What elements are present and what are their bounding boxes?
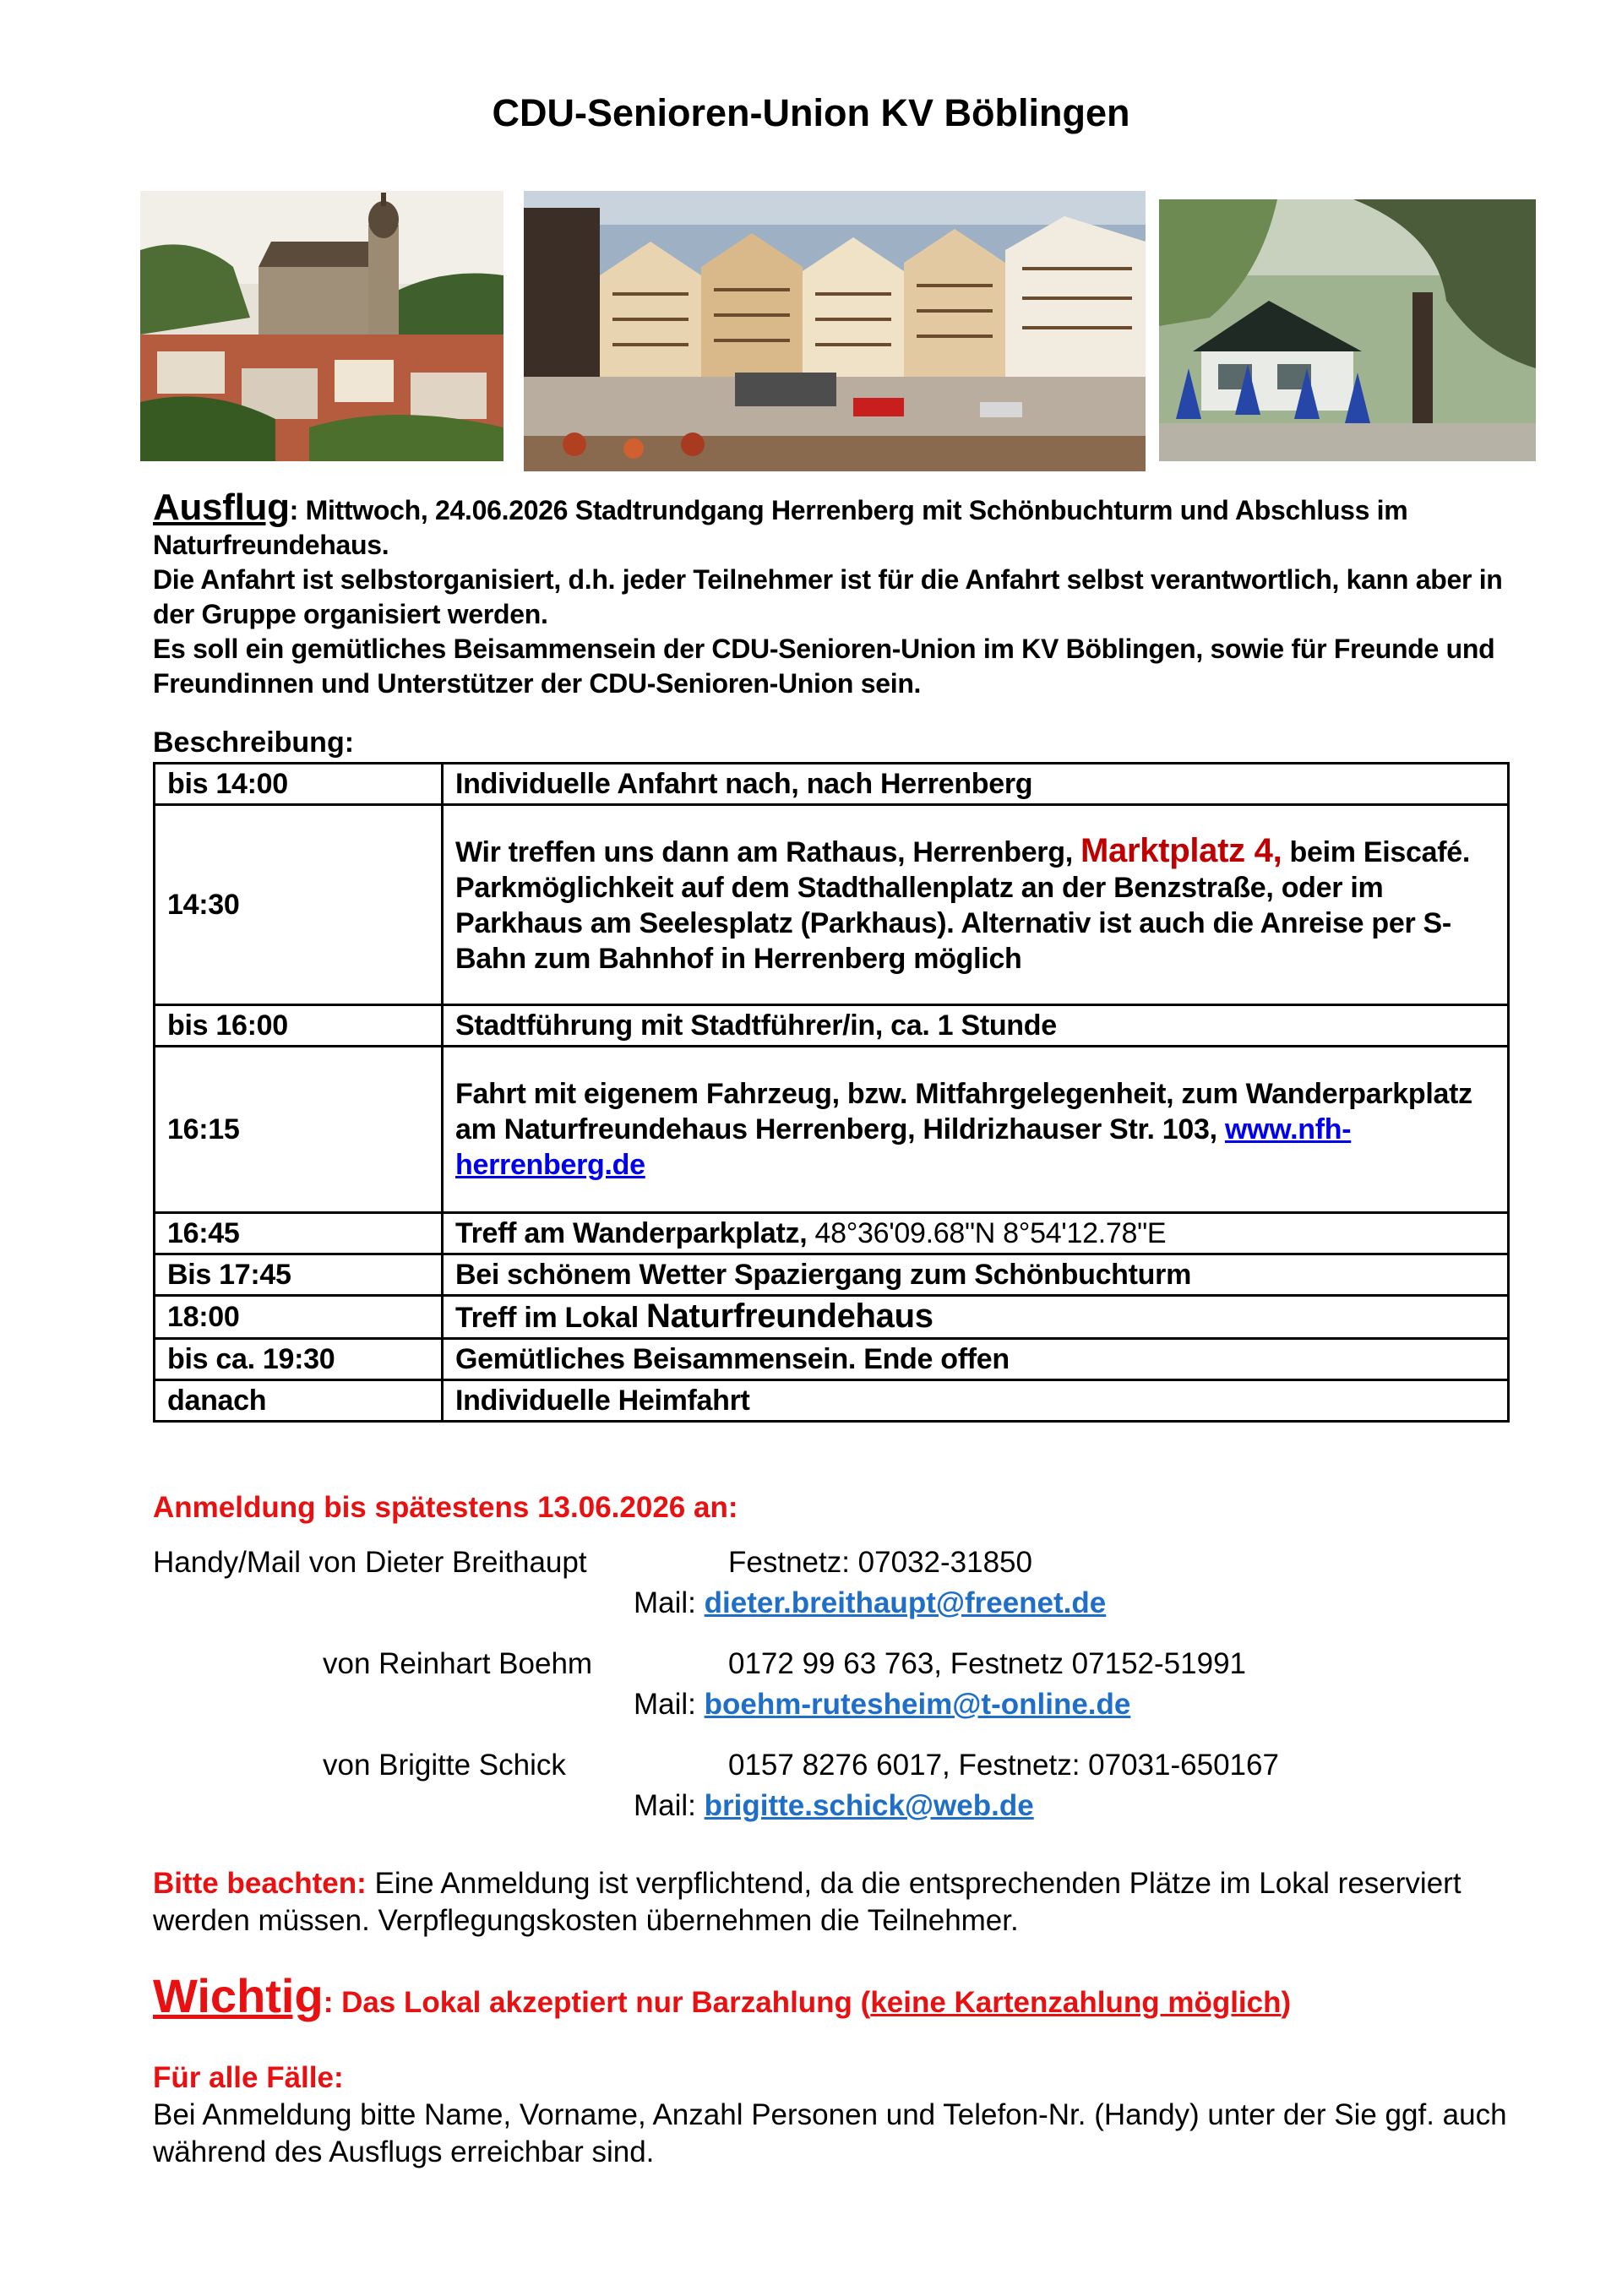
schedule-text: Individuelle Anfahrt nach, nach Herrenberg xyxy=(443,764,1509,805)
contact-mail-row xyxy=(634,1688,1130,1722)
contact-name: von Reinhart Boehm xyxy=(323,1647,593,1680)
schedule-text-a: Treff im Lokal xyxy=(455,1302,646,1334)
schedule-text-a: Fahrt mit eigenem Fahrzeug, bzw. Mitfahrgelegenheit, zum Wanderparkplatz am Naturfreundehaus Herrenberg, Hildrizhauser Str. 103, xyxy=(455,1078,1472,1145)
schedule-text xyxy=(443,1047,1509,1213)
schedule-time: bis ca. 19:30 xyxy=(155,1339,443,1380)
table-row xyxy=(155,764,1509,805)
table-row xyxy=(155,1047,1509,1213)
registration-heading: Anmeldung bis spätestens 13.06.2026 an: xyxy=(153,1491,738,1524)
note-text: Eine Anmeldung ist verpflichtend, da die entsprechenden Plätze im Lokal reserviert werden müssen. Verpflegungskosten übernehmen die Teilnehmer. xyxy=(153,1867,1461,1937)
photo-market-square xyxy=(524,191,1146,471)
wichtig-underlined: keine Kartenzahlung möglich xyxy=(870,1986,1282,2019)
gps-coordinates: 48°36'09.68"N 8°54'12.78"E xyxy=(814,1217,1167,1249)
schedule-time: danach xyxy=(155,1380,443,1422)
faelle-label: Für alle Fälle: xyxy=(153,2061,344,2094)
schedule-text xyxy=(443,1213,1509,1254)
table-row xyxy=(155,1339,1509,1380)
schedule-time: Bis 17:45 xyxy=(155,1254,443,1296)
note-label: Bitte beachten: xyxy=(153,1867,367,1900)
wichtig-line xyxy=(153,1968,1291,2023)
wichtig-label: Wichtig xyxy=(153,1969,324,2022)
contact-phone: Festnetz: 07032-31850 xyxy=(728,1546,1032,1579)
intro-line1: : Mittwoch, 24.06.2026 Stadtrundgang Herrenberg mit Schönbuchturm und Abschluss im Naturfreundehaus. xyxy=(153,495,1408,560)
ausflug-label: Ausflug xyxy=(153,487,290,528)
schedule-time: 16:15 xyxy=(155,1047,443,1213)
schedule-text: Bei schönem Wetter Spaziergang zum Schönbuchturm xyxy=(443,1254,1509,1296)
schedule-text-a: Treff am Wanderparkplatz, xyxy=(455,1217,815,1249)
schedule-text-a: Wir treffen uns dann am Rathaus, Herrenberg, xyxy=(455,836,1080,868)
contact-name: Handy/Mail von Dieter Breithaupt xyxy=(153,1546,587,1579)
email-link[interactable]: dieter.breithaupt@freenet.de xyxy=(704,1586,1107,1619)
page-title: CDU-Senioren-Union KV Böblingen xyxy=(492,91,1130,134)
venue-name: Naturfreundehaus xyxy=(646,1298,933,1335)
schedule-time: 16:45 xyxy=(155,1213,443,1254)
intro-line3: Es soll ein gemütliches Beisammensein der CDU-Senioren-Union im KV Böblingen, sowie für Freunde und Freundinnen und Unterstützer der CDU-Senioren-Union sein. xyxy=(153,634,1495,699)
contact-phone: 0172 99 63 763, Festnetz 07152-51991 xyxy=(728,1647,1246,1680)
schedule-time: bis 14:00 xyxy=(155,764,443,805)
intro-text xyxy=(153,487,1513,701)
table-row xyxy=(155,1254,1509,1296)
schedule-time: bis 16:00 xyxy=(155,1005,443,1047)
beschreibung-label: Beschreibung: xyxy=(153,726,355,759)
table-row xyxy=(155,1005,1509,1047)
table-row xyxy=(155,1213,1509,1254)
faelle-paragraph xyxy=(153,2059,1513,2171)
nfh-website-link[interactable]: www.nfh-herrenberg.de xyxy=(455,1113,1352,1181)
schedule-text-b: beim Eiscafé. Parkmöglichkeit auf dem Stadthallenplatz an der Benzstraße, oder im Parkhaus am Seelesplatz (Parkhaus). Alternativ ist auch die Anreise per S-Bahn zum Bahnhof in Herrenberg möglich xyxy=(455,836,1470,975)
contact-phone: 0157 8276 6017, Festnetz: 07031-650167 xyxy=(728,1749,1279,1782)
email-link[interactable]: brigitte.schick@web.de xyxy=(704,1789,1034,1822)
wichtig-text-a: : Das Lokal akzeptiert nur Barzahlung ( xyxy=(323,1986,871,2019)
faelle-text: Bei Anmeldung bitte Name, Vorname, Anzahl Personen und Telefon-Nr. (Handy) unter der Sie ggf. auch während des Ausflugs erreichbar sind. xyxy=(153,2098,1507,2168)
schedule-time: 14:30 xyxy=(155,805,443,1005)
intro-line2: Die Anfahrt ist selbstorganisiert, d.h. jeder Teilnehmer ist für die Anfahrt selbst verantwortlich, kann aber in der Gruppe organisiert werden. xyxy=(153,564,1503,629)
schedule-time: 18:00 xyxy=(155,1296,443,1339)
note-paragraph xyxy=(153,1865,1513,1940)
schedule-text: Individuelle Heimfahrt xyxy=(443,1380,1509,1422)
mail-label: Mail: xyxy=(634,1789,696,1822)
mail-label: Mail: xyxy=(634,1586,696,1619)
schedule-table xyxy=(153,762,1510,1423)
photo-church-hill xyxy=(140,191,503,461)
mail-label: Mail: xyxy=(634,1688,696,1721)
wichtig-text-b: ) xyxy=(1281,1986,1292,2019)
schedule-text xyxy=(443,805,1509,1005)
contact-mail-row xyxy=(634,1789,1034,1823)
photo-naturfreundehaus xyxy=(1159,199,1536,461)
schedule-text: Gemütliches Beisammensein. Ende offen xyxy=(443,1339,1509,1380)
contact-mail-row xyxy=(634,1586,1106,1620)
table-row xyxy=(155,1380,1509,1422)
table-row xyxy=(155,1296,1509,1339)
marktplatz-highlight: Marktplatz 4, xyxy=(1080,832,1282,869)
schedule-text xyxy=(443,1296,1509,1339)
contact-name: von Brigitte Schick xyxy=(323,1749,566,1782)
schedule-text: Stadtführung mit Stadtführer/in, ca. 1 Stunde xyxy=(443,1005,1509,1047)
email-link[interactable]: boehm-rutesheim@t-online.de xyxy=(704,1688,1131,1721)
table-row xyxy=(155,805,1509,1005)
